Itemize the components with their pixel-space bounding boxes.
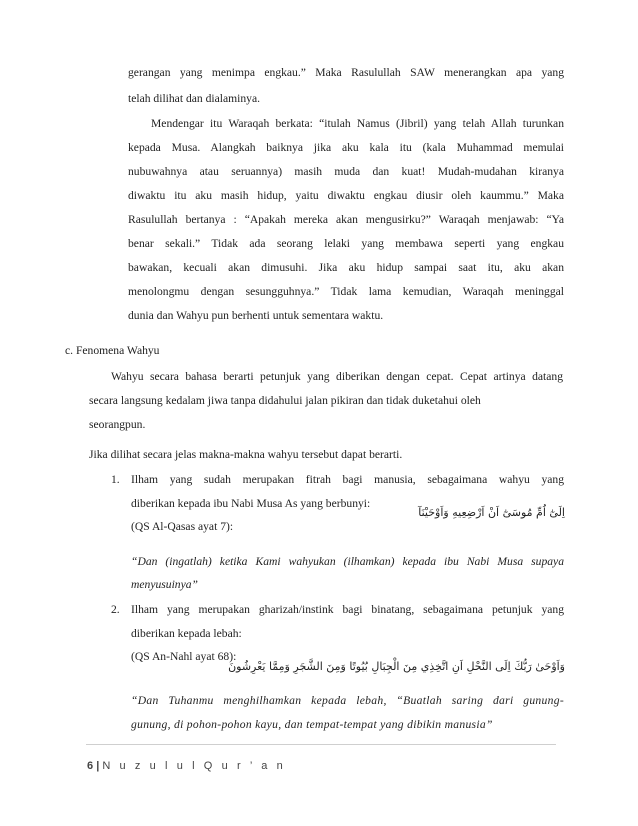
section-heading: c. Fenomena Wahyu bbox=[65, 344, 160, 357]
paragraph-line: secara langsung kedalam jiwa tanpa didahului jalan pikiran dan tidak duketahui oleh bbox=[89, 394, 481, 407]
list-item-line: diberikan kepada lebah: bbox=[131, 627, 242, 640]
paragraph-line: kepada Musa. Alangkah baiknya jika aku kala itu (kala Muhammad memulai bbox=[128, 141, 564, 154]
paragraph-line: nubuwahnya atau seruannya) masih muda dan kuat! Mudah-mudahan kiranya bbox=[128, 165, 564, 178]
list-item-line: Ilham yang sudah merupakan fitrah bagi manusia, sebagaimana wahyu yang bbox=[131, 473, 564, 486]
footer-separator: | bbox=[96, 760, 100, 772]
paragraph-line: Rasulullah bertanya : “Apakah mereka akan mengusirku?” Waraqah menjawab: “Ya bbox=[128, 213, 564, 226]
verse-reference: (QS An-Nahl ayat 68): bbox=[131, 650, 237, 663]
list-number: 2. bbox=[111, 603, 120, 616]
list-number: 1. bbox=[111, 473, 120, 486]
paragraph-line: bawakan, kecuali akan dimusuhi. Jika aku hidup sampai saat itu, aku akan bbox=[128, 261, 564, 274]
paragraph-line: Jika dilihat secara jelas makna-makna wahyu tersebut dapat berarti. bbox=[89, 448, 403, 461]
verse-translation: “Dan Tuhanmu menghilhamkan kepada lebah, “Buatlah saring dari gunung- bbox=[131, 694, 564, 707]
footer-title: N u z u l u l Q u r ’ a n bbox=[102, 760, 286, 772]
paragraph-line: gerangan yang menimpa engkau.” Maka Rasulullah SAW menerangkan apa yang bbox=[128, 66, 564, 79]
footer-divider bbox=[86, 744, 556, 745]
list-item-line: Ilham yang merupakan gharizah/instink bagi binatang, sebagaimana petunjuk yang bbox=[131, 603, 564, 616]
paragraph-line: Wahyu secara bahasa berarti petunjuk yang diberikan dengan cepat. Cepat artinya datang bbox=[111, 370, 563, 383]
paragraph-line: seorangpun. bbox=[89, 418, 146, 431]
verse-reference: (QS Al-Qasas ayat 7): bbox=[131, 520, 234, 533]
page-footer bbox=[87, 760, 286, 772]
paragraph-line: Mendengar itu Waraqah berkata: “itulah Namus (Jibril) yang telah Allah turunkan bbox=[151, 117, 564, 130]
verse-translation: menyusuinya” bbox=[131, 578, 198, 591]
verse-translation: “Dan (ingatlah) ketika Kami wahyukan (ilhamkan) kepada ibu Nabi Musa supaya bbox=[131, 555, 564, 568]
paragraph-line: diwaktu itu aku masih hidup, yaitu diwaktu engkau diusir oleh kaummu.” Maka bbox=[128, 189, 564, 202]
paragraph-line: telah dilihat dan dialaminya. bbox=[128, 92, 260, 105]
arabic-verse: اِلَىٰٓ اُمِّ مُوسَىٰٓ اَنْ اَرْضِعِيهِ وَاَوْحَيْنَآ bbox=[418, 506, 565, 519]
page-number: 6 bbox=[87, 760, 94, 772]
arabic-verse: وَاَوْحَىٰ رَبُّكَ اِلَى النَّحْلِ اَنِ اتَّخِذِي مِنَ الْجِبَالِ بُيُوتًا وَمِنَ الشَّجَرِ وَمِمَّا يَعْرِشُونَ bbox=[228, 660, 565, 673]
paragraph-line: benar sekali.” Tidak ada seorang lelaki yang membawa seperti yang engkau bbox=[128, 237, 564, 250]
paragraph-line: menolongmu dengan sesungguhnya.” Tidak lama kemudian, Waraqah meninggal bbox=[128, 285, 564, 298]
verse-translation: gunung, di pohon-pohon kayu, dan tempat-tempat yang dibikin manusia” bbox=[131, 718, 493, 731]
paragraph-line: dunia dan Wahyu pun berhenti untuk sementara waktu. bbox=[128, 309, 384, 322]
list-item-line: diberikan kepada ibu Nabi Musa As yang berbunyi: bbox=[131, 497, 371, 510]
